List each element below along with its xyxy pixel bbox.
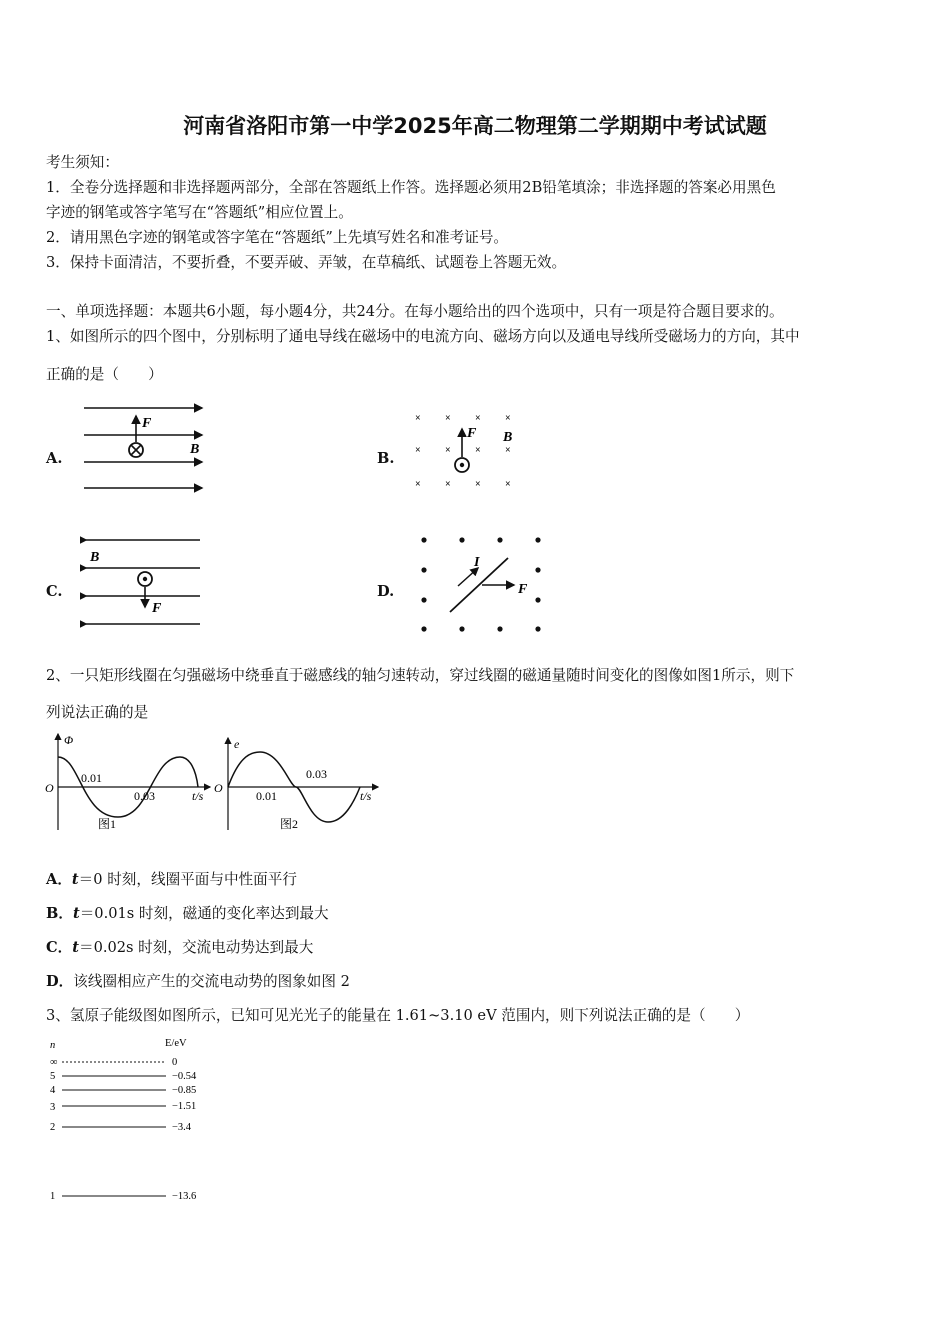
q2-option-c: C．t＝0.02s 时刻，交流电动势达到最大 [46,939,314,956]
energy-level-diagram [44,1034,224,1209]
svg-text:×: × [505,479,511,490]
svg-text:×: × [415,479,421,490]
level-energy: −1.51 [172,1101,197,1112]
q1-figure-a [80,398,210,498]
level-energy: −0.85 [172,1085,197,1096]
level-n: 3 [50,1102,56,1113]
force-label: F [152,601,162,616]
x-axis-label: t/s [360,789,372,803]
notice-item-3: 3．保持卡面清洁，不要折叠，不要弄破、弄皱，在草稿纸、试题卷上答题无效。 [46,254,567,271]
q2-option-d: D．该线圈相应产生的交流电动势的图象如图 2 [46,973,350,990]
tick-label: 0.03 [306,767,327,781]
q2-figure-2 [210,730,385,840]
q1-stem-line2: 正确的是（ ） [46,366,163,383]
notice-item-2: 2．请用黑色字迹的钢笔或答字笔在“答题纸”上先填写姓名和准考证号。 [46,229,509,246]
q1-figure-b [405,405,535,495]
q2-option-a: A．t＝0 时刻，线圈平面与中性面平行 [46,871,297,888]
svg-text:×: × [475,413,481,424]
tick-label: 0.03 [134,789,155,803]
figure-caption: 图2 [280,817,299,831]
svg-text:×: × [445,413,451,424]
q1-option-a-label: A. [46,450,63,467]
level-n: 2 [50,1122,56,1133]
q1-figure-d [410,530,555,640]
q1-figure-c [80,530,210,635]
q3-stem: 3、氢原子能级图如图所示，已知可见光光子的能量在 1.61~3.10 eV 范围内，则下列说法正确的是（ ） [46,1007,750,1024]
svg-text:×: × [505,413,511,424]
force-label: F [467,426,477,441]
svg-text:×: × [475,445,481,456]
level-energy: −13.6 [172,1191,197,1202]
field-label: B [190,442,200,457]
figure-caption: 图1 [98,817,117,831]
notice-item-1: 1．全卷分选择题和非选择题两部分，全部在答题纸上作答。选择题必须用2B铅笔填涂；非选择题的答案必用黑色 [46,179,776,196]
force-label: F [142,416,152,431]
force-label: F [518,582,528,597]
x-axis-label: t/s [192,789,204,803]
svg-text:×: × [475,479,481,490]
svg-text:×: × [445,445,451,456]
q2-stem-line2: 列说法正确的是 [46,704,149,721]
notice-item-1-cont: 字迹的钢笔或答字笔写在“答题纸”相应位置上。 [46,204,353,221]
q2-option-b: B．t＝0.01s 时刻，磁通的变化率达到最大 [46,905,329,922]
level-energy: 0 [172,1057,178,1068]
q1-option-c-label: C. [46,583,63,600]
q2-figure-1 [40,730,215,840]
level-n: ∞ [50,1057,58,1068]
origin-label: O [214,781,223,795]
level-n: 4 [50,1085,56,1096]
current-label: I [474,555,480,570]
level-n: 5 [50,1071,56,1082]
energy-axis-label: E/eV [165,1038,187,1049]
tick-label: 0.01 [81,771,102,785]
svg-text:×: × [445,479,451,490]
level-n: 1 [50,1191,56,1202]
level-energy: −3.4 [172,1122,192,1133]
notice-heading: 考生须知： [46,154,119,171]
field-label: B [503,430,513,445]
tick-label: 0.01 [256,789,277,803]
n-axis-label: n [50,1040,56,1051]
origin-label: O [45,781,54,795]
svg-text:×: × [415,413,421,424]
q1-stem-line1: 1、如图所示的四个图中，分别标明了通电导线在磁场中的电流方向、磁场方向以及通电导线所受磁场力的方向，其中 [46,328,800,345]
field-label: B [90,550,100,565]
q1-option-d-label: D. [377,583,395,600]
y-axis-label: Φ [64,733,74,747]
svg-text:×: × [415,445,421,456]
svg-text:×: × [505,445,511,456]
y-axis-label: e [234,737,240,751]
section-heading: 一、单项选择题：本题共6小题，每小题4分，共24分。在每小题给出的四个选项中，只有一项是符合题目要求的。 [46,303,784,320]
level-energy: −0.54 [172,1071,197,1082]
q2-stem-line1: 2、一只矩形线圈在匀强磁场中绕垂直于磁感线的轴匀速转动，穿过线圈的磁通量随时间变化的图像如图1所示，则下 [46,667,795,684]
q1-option-b-label: B. [377,450,395,467]
page-title: 河南省洛阳市第一中学2025年高二物理第二学期期中考试试题 [183,114,767,138]
